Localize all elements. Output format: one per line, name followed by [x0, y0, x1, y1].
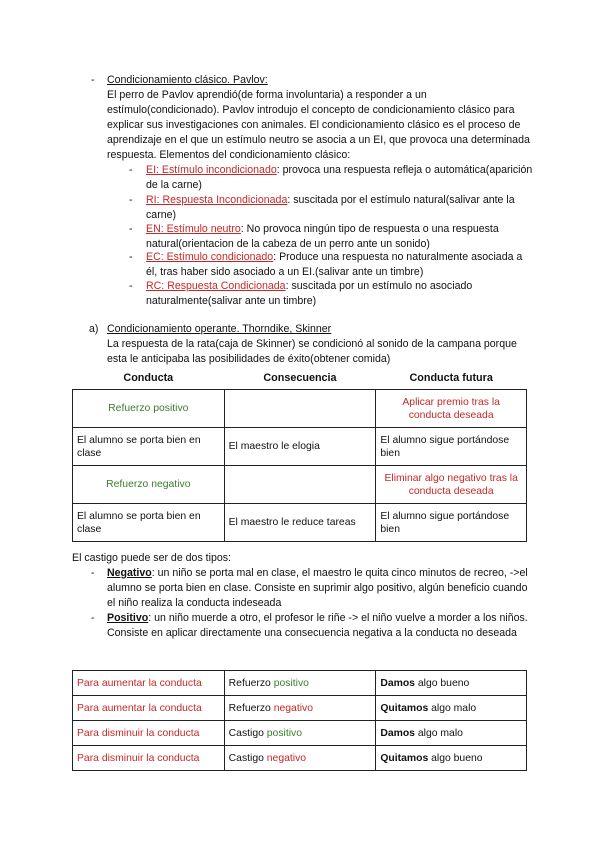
table-cell — [224, 696, 376, 721]
cell-text-bold: Damos — [380, 727, 415, 739]
bullet-dash: - — [91, 567, 95, 579]
column-header: Consecuencia — [263, 371, 337, 384]
list-item — [129, 250, 536, 280]
operant-intro: La respuesta de la rata(caja de Skinner) se condicionó al sonido de la campana porque esta le anticipaba las posibilidades de éxito(obtener comida) — [107, 338, 517, 365]
list-marker: a) — [89, 323, 99, 335]
cell-text-colored: negativo — [266, 752, 307, 764]
behavior-table — [72, 367, 527, 542]
table-header-row — [73, 367, 527, 390]
table-cell: El alumno se porta bien en clase — [73, 504, 225, 542]
punishment-intro: El castigo puede ser de dos tipos: — [72, 552, 232, 564]
list-item — [107, 611, 532, 641]
term-label: Negativo — [107, 567, 152, 579]
cell-text: Castigo — [228, 752, 267, 764]
term-description: : un niño se porta mal en clase, el maestro le quita cinco minutos de recreo, ->el alumno se porta bien en clase. Consiste en suprimir algo positivo, algún beneficio cuando el niño realiza la conducta indeseada — [107, 567, 528, 609]
term-link: RC: Respuesta Condicionada — [146, 280, 286, 292]
column-header: Conducta — [123, 371, 174, 384]
table-cell: Para aumentar la conducta — [73, 696, 225, 721]
list-item — [107, 566, 532, 611]
cell-text-bold: Quitamos — [380, 702, 429, 714]
table-cell: El alumno se porta bien en clase — [73, 428, 225, 466]
table-cell: Para disminuir la conducta — [73, 746, 225, 771]
table-cell: Refuerzo negativo — [73, 466, 225, 504]
table-cell — [376, 671, 527, 696]
bullet-dash: - — [91, 74, 95, 86]
table-row — [73, 466, 527, 504]
table-cell — [224, 746, 376, 771]
table-cell — [224, 721, 376, 746]
table-row — [73, 671, 527, 696]
table-row — [73, 428, 527, 466]
table-cell — [224, 390, 376, 428]
table-row — [73, 390, 527, 428]
bullet-dash: - — [129, 223, 133, 235]
cell-text: algo malo — [428, 702, 477, 714]
table-cell: Aplicar premio tras la conducta deseada — [376, 390, 527, 428]
term-link: RI: Respuesta Incondicionada — [146, 194, 288, 206]
term-link: EN: Estímulo neutro — [146, 223, 241, 235]
table-cell: El maestro le elogia — [224, 428, 376, 466]
cell-text: algo bueno — [428, 752, 483, 764]
table-cell — [376, 746, 527, 771]
bullet-dash: - — [129, 164, 133, 176]
table-cell — [376, 696, 527, 721]
term-description: : un niño muerde a otro, el profesor le riñe -> el niño vuelve a morder a los niños. Consiste en aplicar directamente una consecuencia negativa a la conducta no deseada — [107, 612, 528, 639]
cell-text: algo malo — [414, 727, 463, 739]
cell-text-bold: Damos — [380, 677, 415, 689]
table-row — [73, 504, 527, 542]
table-cell: Eliminar algo negativo tras la conducta deseada — [376, 466, 527, 504]
term-link: EC: Estímulo condicionado — [146, 251, 274, 263]
cell-text-colored: positivo — [266, 727, 303, 739]
table-row — [73, 696, 527, 721]
term-description: : No provoca ningún tipo de respuesta o una respuesta natural(orientacion de la cabeza de un perro ante un sonido) — [146, 223, 499, 250]
term-label: Positivo — [107, 612, 149, 624]
cell-text: Castigo — [228, 727, 267, 739]
table-cell: El maestro le reduce tareas — [224, 504, 376, 542]
classical-intro: El perro de Pavlov aprendió(de forma involuntaria) a responder a un estímulo(condicionado). Pavlov introdujo el concepto de condicionamiento clásico para explicar sus investigaciones con animales. El condicionamiento clásico es el proceso de aprendizaje en el que un estímulo neutro se asocia a un EI, que provoca una determinada respuesta. Elementos del condicionamiento clásico: — [107, 89, 530, 161]
bullet-dash: - — [129, 194, 133, 206]
table-cell: Refuerzo positivo — [73, 390, 225, 428]
cell-text: algo bueno — [414, 677, 470, 689]
table-row — [73, 746, 527, 771]
column-header: Conducta futura — [409, 371, 493, 384]
list-item — [129, 279, 536, 309]
table-cell: Para disminuir la conducta — [73, 721, 225, 746]
table-cell — [224, 671, 376, 696]
section-heading-classical: Condicionamiento clásico. Pavlov: — [107, 74, 268, 86]
table-cell — [376, 721, 527, 746]
cell-text-colored: negativo — [273, 702, 314, 714]
table-cell: El alumno sigue portándose bien — [376, 428, 527, 466]
list-item — [129, 193, 536, 223]
table-row — [73, 721, 527, 746]
term-description: : Produce una respuesta no naturalmente asociada a él, tras haber sido asociado a un EI.(salivar ante un timbre) — [146, 251, 523, 278]
term-description: : suscitada por el estímulo natural(salivar ante la carne) — [146, 194, 515, 221]
cell-text: Refuerzo — [228, 702, 274, 714]
cell-text-bold: Quitamos — [380, 752, 429, 764]
cell-text: Refuerzo — [228, 677, 274, 689]
term-link: EI: Estímulo incondicionado — [146, 164, 277, 176]
table-cell — [224, 466, 376, 504]
table-cell: Para aumentar la conducta — [73, 671, 225, 696]
term-description: : suscitada por un estímulo no asociado naturalmente(salivar ante un timbre) — [146, 280, 473, 307]
summary-table — [72, 670, 527, 771]
table-cell: El alumno sigue portándose bien — [376, 504, 527, 542]
section-heading-operant: Condicionamiento operante. Thorndike, Skinner — [107, 323, 332, 335]
term-description: : provoca una respuesta refleja o automática(aparición de la carne) — [146, 164, 533, 191]
list-item — [129, 222, 536, 252]
bullet-dash: - — [129, 280, 133, 292]
bullet-dash: - — [129, 251, 133, 263]
cell-text-colored: positivo — [273, 677, 309, 689]
list-item — [129, 163, 536, 193]
bullet-dash: - — [91, 612, 95, 624]
